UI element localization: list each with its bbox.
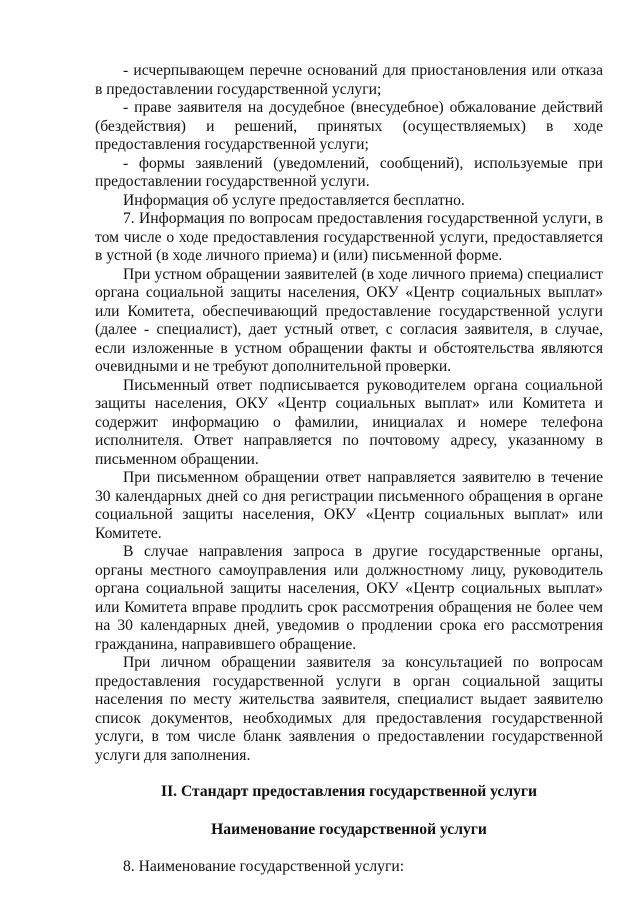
- paragraph-extension: В случае направления запроса в другие государственные органы, органы местного самоуправления или должностному лицу, руководитель органа социальной защиты населения, ОКУ «Центр социальных выплат» или Комитета вправе продлить срок рассмотрения обращения не более чем на 30 календарных дней, уведомив о продлении срока его рассмотрения гражданина, направившего обращение.: [95, 543, 603, 653]
- paragraph-written-answer: Письменный ответ подписывается руководителем органа социальной защиты населения, ОКУ «Центр социальных выплат» или Комитета и содержит информацию о фамилии, инициалах и номере телефона исполнителя. Ответ направляется по почтовому адресу, указанному в письменном обращении.: [95, 376, 603, 468]
- paragraph-item-7: 7. Информация по вопросам предоставления государственной услуги, в том числе о ходе предоставления государственной услуги, предоставляется в устной (в ходе личного приема) и (или) письменной форме.: [95, 210, 603, 264]
- paragraph-item-8: 8. Наименование государственной услуги:: [123, 858, 405, 875]
- section-heading: II. Стандарт предоставления государственной услуги: [161, 783, 537, 800]
- paragraph-list-item-grounds: - исчерпывающем перечне оснований для приостановления или отказа в предоставлении государственной услуги;: [95, 62, 603, 98]
- paragraph-list-item-forms: - формы заявлений (уведомлений, сообщений), используемые при предоставлении государственной услуги.: [95, 154, 603, 190]
- subsection-heading: Наименование государственной услуги: [211, 820, 487, 838]
- paragraph-written-request: При письменном обращении ответ направляется заявителю в течение 30 календарных дней со дня регистрации письменного обращения в органе социальной защиты населения, ОКУ «Центр социальных выплат» или Комитете.: [95, 469, 603, 542]
- document-body: [95, 62, 603, 877]
- paragraph-free-info: Информация об услуге предоставляется бесплатно.: [123, 191, 465, 209]
- paragraph-personal-consultation: При личном обращении заявителя за консультацией по вопросам предоставления государственной услуги в орган социальной защиты населения по месту жительства заявителя, специалист выдает заявителю список документов, необходимых для предоставления государственной услуги, в том числе бланк заявления о предоставлении государственной услуги для заполнения.: [95, 654, 603, 764]
- paragraph-oral-request: При устном обращении заявителей (в ходе личного приема) специалист органа социальной защиты населения, ОКУ «Центр социальных выплат» или Комитета, обеспечивающий предоставление государственной услуги (далее - специалист), дает устный ответ, с согласия заявителя, в случае, если изложенные в устном обращении факты и обстоятельства являются очевидными и не требуют дополнительной проверки.: [95, 265, 603, 375]
- paragraph-list-item-appeal: - праве заявителя на досудебное (внесудебное) обжалование действий (бездействия) и решений, принятых (осуществляемых) в ходе предоставления государственной услуги;: [95, 99, 603, 153]
